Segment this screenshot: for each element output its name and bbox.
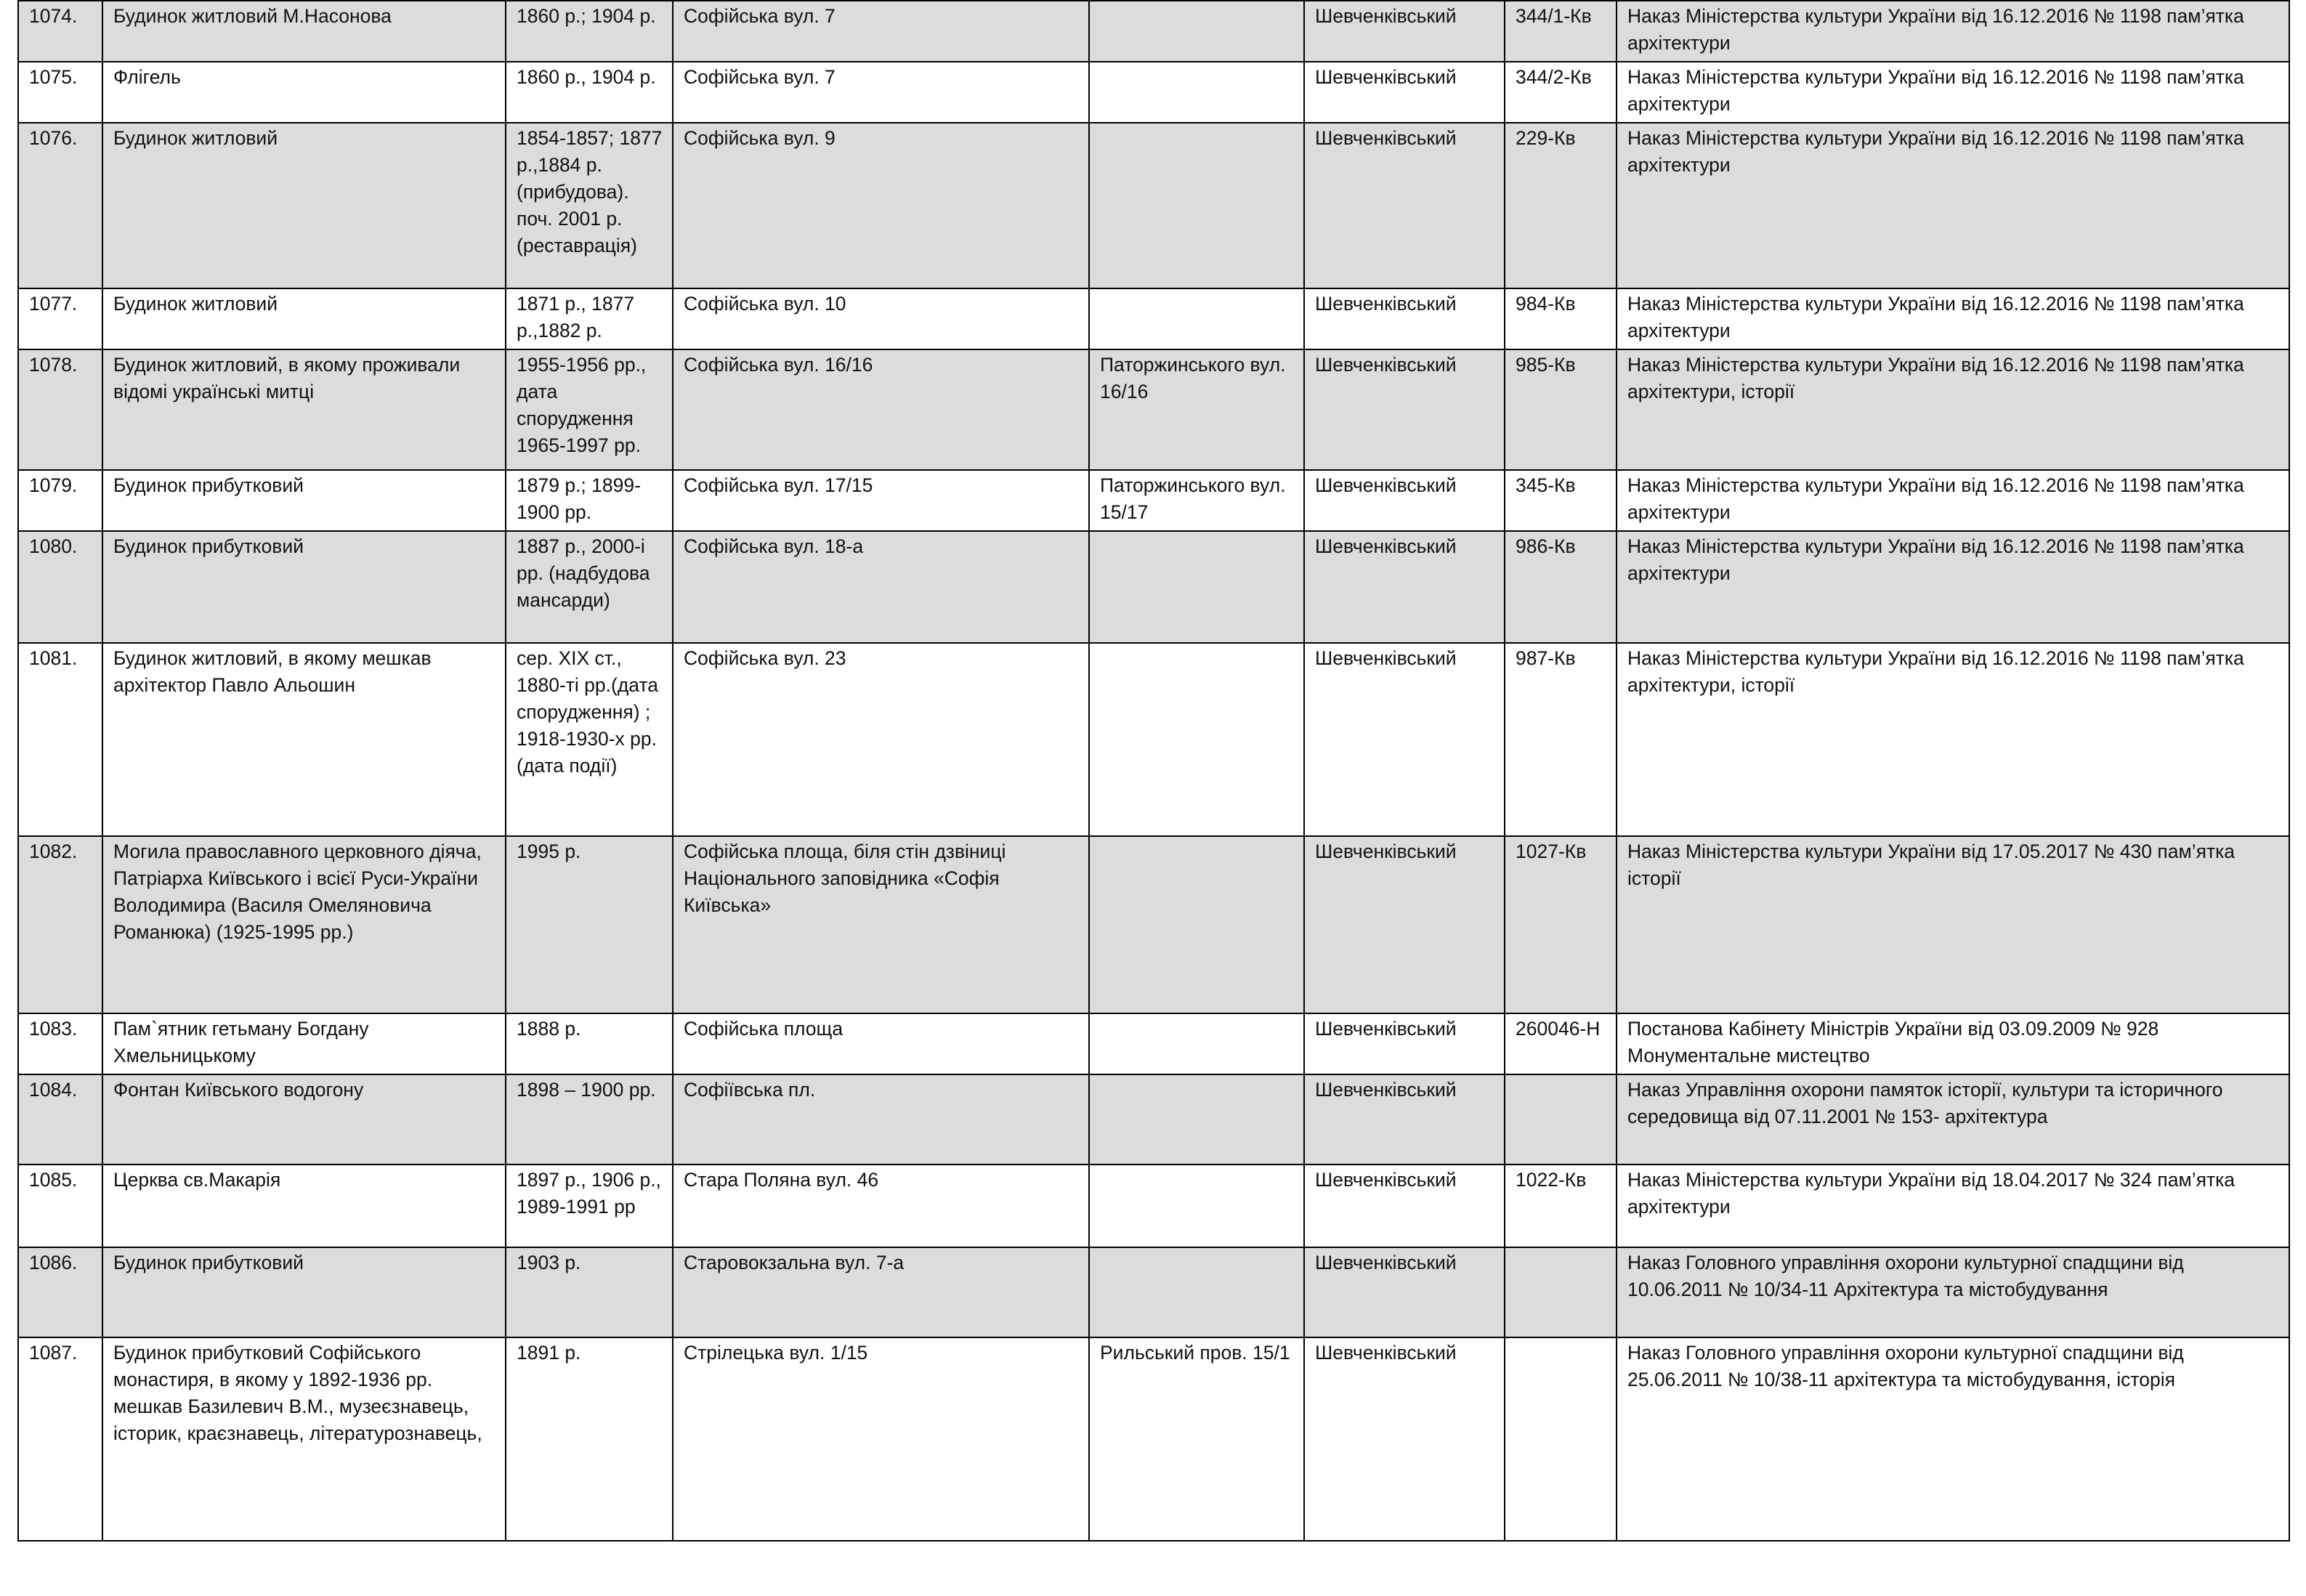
object-name: Флігель (102, 62, 506, 123)
object-address: Старовокзальна вул. 7-а (673, 1247, 1089, 1337)
object-name: Будинок житловий, в якому мешкав архітектор Павло Альошин (102, 643, 506, 836)
protection-code: 986-Кв (1505, 531, 1617, 643)
object-address: Софійська вул. 16/16 (673, 349, 1089, 470)
object-district: Шевченківський (1304, 470, 1505, 531)
object-name: Будинок прибутковий Софійського монастиря, в якому у 1892-1936 рр. мешкав Базилевич В.М., музеєзнавець, історик, краєзнавець, літературознавець, (102, 1337, 506, 1541)
object-district: Шевченківський (1304, 1164, 1505, 1247)
object-district: Шевченківський (1304, 1, 1505, 62)
row-number: 1078. (18, 349, 102, 470)
table-row (18, 1247, 2289, 1337)
object-alt-address (1089, 1164, 1304, 1247)
row-number: 1086. (18, 1247, 102, 1337)
object-district: Шевченківський (1304, 836, 1505, 1013)
table-row (18, 62, 2289, 123)
protection-code: 1022-Кв (1505, 1164, 1617, 1247)
row-number: 1079. (18, 470, 102, 531)
table-row (18, 1013, 2289, 1074)
object-address: Софійська вул. 18-а (673, 531, 1089, 643)
object-address: Стрілецька вул. 1/15 (673, 1337, 1089, 1541)
object-alt-address: Рильський пров. 15/1 (1089, 1337, 1304, 1541)
table-row (18, 643, 2289, 836)
object-name: Будинок прибутковий (102, 1247, 506, 1337)
object-address: Софійська площа, біля стін дзвіниці Національного заповідника «Софія Київська» (673, 836, 1089, 1013)
object-address: Стара Поляна вул. 46 (673, 1164, 1089, 1247)
protection-code: 344/2-Кв (1505, 62, 1617, 123)
object-address: Софійська вул. 17/15 (673, 470, 1089, 531)
object-name: Будинок житловий, в якому проживали відомі українські митці (102, 349, 506, 470)
legal-document: Наказ Міністерства культури України від 16.12.2016 № 1198 пам’ятка архітектури, історії (1617, 349, 2289, 470)
object-dates: 1879 р.; 1899-1900 рр. (506, 470, 673, 531)
object-dates: 1854-1857; 1877 р.,1884 р. (прибудова). поч. 2001 р. (реставрація) (506, 123, 673, 288)
object-dates: 1860 р.; 1904 р. (506, 1, 673, 62)
object-alt-address (1089, 288, 1304, 349)
registry-body (18, 1, 2289, 1541)
protection-code (1505, 1247, 1617, 1337)
object-name: Могила православного церковного діяча, Патріарха Київського і всієї Руси-України Володимира (Василя Омеляновича Романюка) (1925-1995 рр.) (102, 836, 506, 1013)
object-district: Шевченківський (1304, 531, 1505, 643)
object-address: Софійська вул. 10 (673, 288, 1089, 349)
object-address: Софійська вул. 7 (673, 1, 1089, 62)
object-name: Будинок житловий (102, 288, 506, 349)
table-row (18, 349, 2289, 470)
object-address: Софійська площа (673, 1013, 1089, 1074)
object-alt-address (1089, 1013, 1304, 1074)
row-number: 1082. (18, 836, 102, 1013)
heritage-registry-table (17, 0, 2290, 1542)
row-number: 1087. (18, 1337, 102, 1541)
legal-document: Наказ Міністерства культури України від 16.12.2016 № 1198 пам’ятка архітектури (1617, 288, 2289, 349)
protection-code: 985-Кв (1505, 349, 1617, 470)
legal-document: Наказ Міністерства культури України від 16.12.2016 № 1198 пам’ятка архітектури (1617, 1, 2289, 62)
legal-document: Наказ Міністерства культури України від 16.12.2016 № 1198 пам’ятка архітектури (1617, 123, 2289, 288)
object-name: Церква св.Макарія (102, 1164, 506, 1247)
object-alt-address (1089, 1, 1304, 62)
protection-code: 987-Кв (1505, 643, 1617, 836)
object-dates: 1897 р., 1906 р., 1989-1991 рр (506, 1164, 673, 1247)
object-dates: 1888 р. (506, 1013, 673, 1074)
protection-code: 229-Кв (1505, 123, 1617, 288)
object-district: Шевченківський (1304, 643, 1505, 836)
row-number: 1074. (18, 1, 102, 62)
table-row (18, 1, 2289, 62)
row-number: 1077. (18, 288, 102, 349)
object-dates: 1995 р. (506, 836, 673, 1013)
object-district: Шевченківський (1304, 62, 1505, 123)
legal-document: Наказ Міністерства культури України від 18.04.2017 № 324 пам’ятка архітектури (1617, 1164, 2289, 1247)
legal-document: Наказ Міністерства культури України від 16.12.2016 № 1198 пам’ятка архітектури (1617, 531, 2289, 643)
table-row (18, 470, 2289, 531)
object-district: Шевченківський (1304, 288, 1505, 349)
object-dates: 1891 р. (506, 1337, 673, 1541)
object-district: Шевченківський (1304, 1247, 1505, 1337)
row-number: 1083. (18, 1013, 102, 1074)
table-row (18, 123, 2289, 288)
table-row (18, 531, 2289, 643)
protection-code: 1027-Кв (1505, 836, 1617, 1013)
row-number: 1084. (18, 1074, 102, 1164)
legal-document: Наказ Міністерства культури України від 17.05.2017 № 430 пам’ятка історії (1617, 836, 2289, 1013)
object-name: Будинок прибутковий (102, 531, 506, 643)
object-name: Будинок житловий М.Насонова (102, 1, 506, 62)
object-dates: сер. XIX ст., 1880-ті рр.(дата спорудження) ; 1918-1930-х рр. (дата події) (506, 643, 673, 836)
object-name: Пам`ятник гетьману Богдану Хмельницькому (102, 1013, 506, 1074)
object-address: Софіївська пл. (673, 1074, 1089, 1164)
protection-code: 984-Кв (1505, 288, 1617, 349)
object-district: Шевченківський (1304, 1074, 1505, 1164)
table-row (18, 1337, 2289, 1541)
object-dates: 1860 р., 1904 р. (506, 62, 673, 123)
legal-document: Наказ Міністерства культури України від 16.12.2016 № 1198 пам’ятка архітектури (1617, 470, 2289, 531)
object-name: Будинок житловий (102, 123, 506, 288)
object-alt-address: Паторжинського вул. 15/17 (1089, 470, 1304, 531)
protection-code: 345-Кв (1505, 470, 1617, 531)
legal-document: Наказ Міністерства культури України від 16.12.2016 № 1198 пам’ятка архітектури, історії (1617, 643, 2289, 836)
object-district: Шевченківський (1304, 1013, 1505, 1074)
row-number: 1085. (18, 1164, 102, 1247)
protection-code (1505, 1074, 1617, 1164)
object-dates: 1898 – 1900 рр. (506, 1074, 673, 1164)
row-number: 1081. (18, 643, 102, 836)
protection-code: 260046-Н (1505, 1013, 1617, 1074)
object-alt-address (1089, 62, 1304, 123)
object-dates: 1955-1956 рр., дата спорудження 1965-1997 рр. (506, 349, 673, 470)
object-address: Софійська вул. 9 (673, 123, 1089, 288)
object-dates: 1871 р., 1877 р.,1882 р. (506, 288, 673, 349)
object-address: Софійська вул. 7 (673, 62, 1089, 123)
object-alt-address: Паторжинського вул. 16/16 (1089, 349, 1304, 470)
object-alt-address (1089, 123, 1304, 288)
legal-document: Наказ Управління охорони памяток історії, культури та історичного середовища від 07.11.2001 № 153- архітектура (1617, 1074, 2289, 1164)
table-row (18, 1164, 2289, 1247)
table-row (18, 836, 2289, 1013)
row-number: 1075. (18, 62, 102, 123)
legal-document: Постанова Кабінету Міністрів України від 03.09.2009 № 928 Монументальне мистецтво (1617, 1013, 2289, 1074)
object-dates: 1887 р., 2000-і рр. (надбудова мансарди) (506, 531, 673, 643)
object-district: Шевченківський (1304, 349, 1505, 470)
object-alt-address (1089, 531, 1304, 643)
table-row (18, 288, 2289, 349)
protection-code: 344/1-Кв (1505, 1, 1617, 62)
object-name: Фонтан Київського водогону (102, 1074, 506, 1164)
object-name: Будинок прибутковий (102, 470, 506, 531)
object-alt-address (1089, 643, 1304, 836)
object-dates: 1903 р. (506, 1247, 673, 1337)
object-address: Софійська вул. 23 (673, 643, 1089, 836)
object-alt-address (1089, 836, 1304, 1013)
legal-document: Наказ Головного управління охорони культурної спадщини від 25.06.2011 № 10/38-11 архітектура та містобудування, історія (1617, 1337, 2289, 1541)
object-district: Шевченківський (1304, 1337, 1505, 1541)
table-row (18, 1074, 2289, 1164)
row-number: 1076. (18, 123, 102, 288)
legal-document: Наказ Міністерства культури України від 16.12.2016 № 1198 пам’ятка архітектури (1617, 62, 2289, 123)
object-alt-address (1089, 1074, 1304, 1164)
object-alt-address (1089, 1247, 1304, 1337)
object-district: Шевченківський (1304, 123, 1505, 288)
row-number: 1080. (18, 531, 102, 643)
protection-code (1505, 1337, 1617, 1541)
legal-document: Наказ Головного управління охорони культурної спадщини від 10.06.2011 № 10/34-11 Архітектура та містобудування (1617, 1247, 2289, 1337)
